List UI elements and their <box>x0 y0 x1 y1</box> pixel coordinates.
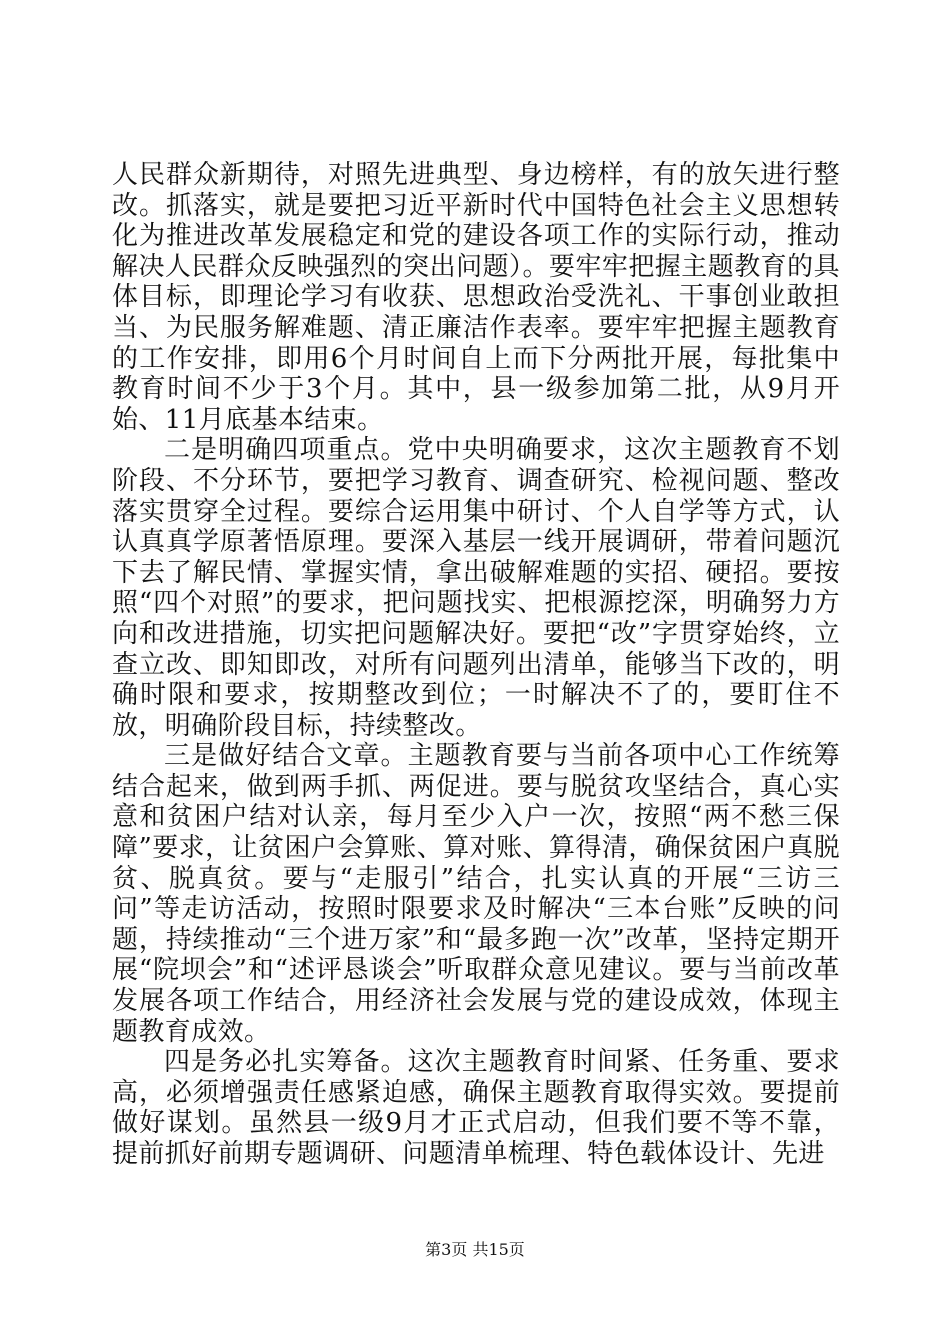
paragraph-point-two: 二是明确四项重点。党中央明确要求，这次主题教育不划阶段、不分环节，要把学习教育、调查研究、检视问题、整改落实贯穿全过程。要综合运用集中研讨、个人自学等方式，认认真真学原著悟原理。要深入基层一线开展调研，带着问题沉下去了解民情、掌握实情，拿出破解难题的实招、硬招。要按照“四个对照”的要求，把问题找实、把根源挖深，明确努力方向和改进措施，切实把问题解决好。要把“改”字贯穿始终，立查立改、即知即改，对所有问题列出清单，能够当下改的，明确时限和要求，按期整改到位；一时解决不了的，要盯住不放，明确阶段目标，持续整改。 <box>112 435 840 741</box>
paragraph-point-four: 四是务必扎实筹备。这次主题教育时间紧、任务重、要求高，必须增强责任感紧迫感，确保主题教育取得实效。要提前做好谋划。虽然县一级9月才正式启动，但我们要不等不靠，提前抓好前期专题调研、问题清单梳理、特色载体设计、先进 <box>112 1047 840 1169</box>
paragraph-continuation: 人民群众新期待，对照先进典型、身边榜样，有的放矢进行整改。抓落实，就是要把习近平新时代中国特色社会主义思想转化为推进改革发展稳定和党的建设各项工作的实际行动，推动解决人民群众反映强烈的突出问题）。要牢牢把握主题教育的具体目标，即理论学习有收获、思想政治受洗礼、干事创业敢担当、为民服务解难题、清正廉洁作表率。要牢牢把握主题教育的工作安排，即用6个月时间自上而下分两批开展，每批集中教育时间不少于3个月。其中，县一级参加第二批，从9月开始、11月底基本结束。 <box>112 160 840 435</box>
document-body <box>112 160 840 1170</box>
page-number-footer: 第3页 共15页 <box>425 1240 525 1259</box>
paragraph-point-three: 三是做好结合文章。主题教育要与当前各项中心工作统筹结合起来，做到两手抓、两促进。要与脱贫攻坚结合，真心实意和贫困户结对认亲，每月至少入户一次，按照“两不愁三保障”要求，让贫困户会算账、算对账、算得清，确保贫困户真脱贫、脱真贫。要与“走服引”结合，扎实认真的开展“三访三问”等走访活动，按照时限要求及时解决“三本台账”反映的问题，持续推动“三个进万家”和“最多跑一次”改革，坚持定期开展“院坝会”和“述评恳谈会”听取群众意见建议。要与当前改革发展各项工作结合，用经济社会发展与党的建设成效，体现主题教育成效。 <box>112 741 840 1047</box>
